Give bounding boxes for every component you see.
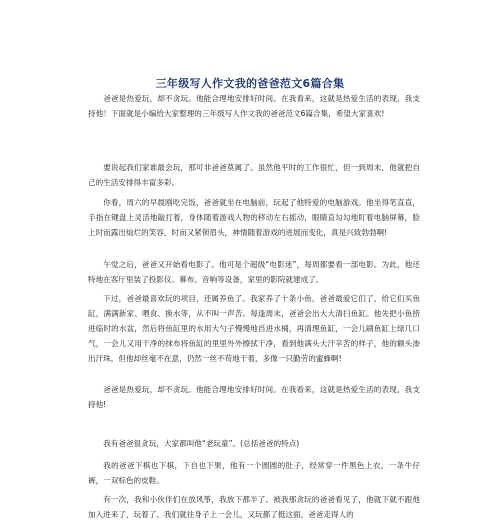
document-title: 三年级写人作文我的爸爸范文6篇合集 — [155, 77, 345, 90]
paragraph: 有一次，我和小伙伴们在放风筝，我放下都半了。被我那贪玩的爸爸看见了，他就下就不跟他加入进来了，玩着了。我们就往身子上一会儿，又玩都了挺这面，爸爸走得人的 — [88, 495, 420, 519]
paragraph: 我有爸爸很贪玩，大家都叫他“老玩童”。(总括爸爸的特点) — [103, 439, 300, 448]
paragraph: 爸爸是热爱玩，却不贪玩。他能合理地安排好时间。在我看来，这就是热爱生活的表现，我支持他! — [88, 385, 420, 409]
paragraph: 要说起我们家谁最会玩，那可非爸爸莫属了。虽然他平时的工作很忙，但一到周末，他就把自己的生活安排得丰富多彩。 — [88, 163, 420, 187]
paragraph-intro: 爸爸是热爱玩，却不贪玩。他能合理地安排好时间。在我看来，这就是热爱生活的表现，我支持他！下面就是小编给大家整理的三年级写人作文我的爸爸范文6篇合集，希望大家喜欢! — [88, 94, 420, 118]
paragraph: 午觉之后，爸爸又开始看电影了。他可是个超级“电影迷”，每周都要看一部电影。为此，他还特地在客厅里装了投影仪、幕布、音响等设备，家里的影院就建成了。 — [88, 260, 420, 284]
paragraph: 你看，周六的早晨刚吃完饭，爸爸就坐在电脑前，玩起了他特爱的电脑游戏。他坐得笔直直，手指在键盘上灵活地敲打着，身体随着游戏人物的移动左右摇动，眼睛直勾勾地盯着电脑屏幕，脸上时而露出灿烂的笑容，时而又紧锁眉头，神情随着游戏的进展而变化，真是兴致勃勃啊! — [88, 198, 420, 237]
paragraph: 我的爸爸下棋也下棋，下自也下果，他有一个圆圆的肚子，经常穿一件黑色上衣，一条牛仔裤，一双棕色的皮鞋。 — [88, 461, 420, 485]
paragraph: 下过，爸爸最喜欢玩的项目，还属养鱼了。我家养了十条小鱼，爸爸最爱它们了，给它们买鱼缸，满满新家、喂食、换水等，从不叫一声苦。每逢周末，爸爸会出大大清扫鱼缸。他先把小鱼捞进临时的水盆，然后将鱼缸里的水用大勺子慢慢地舀进水桶，再清理鱼缸，一会儿刷鱼缸上绿几口气，一会儿又用干净的抹布将鱼缸的里里外外擦拭干净，看到他满头大汗辛苦的样子，他的额头渗出汗珠，但他却丝毫不在意，仍然一丝不苟地干着，多像一只勤劳的蜜蜂啊! — [88, 294, 420, 363]
